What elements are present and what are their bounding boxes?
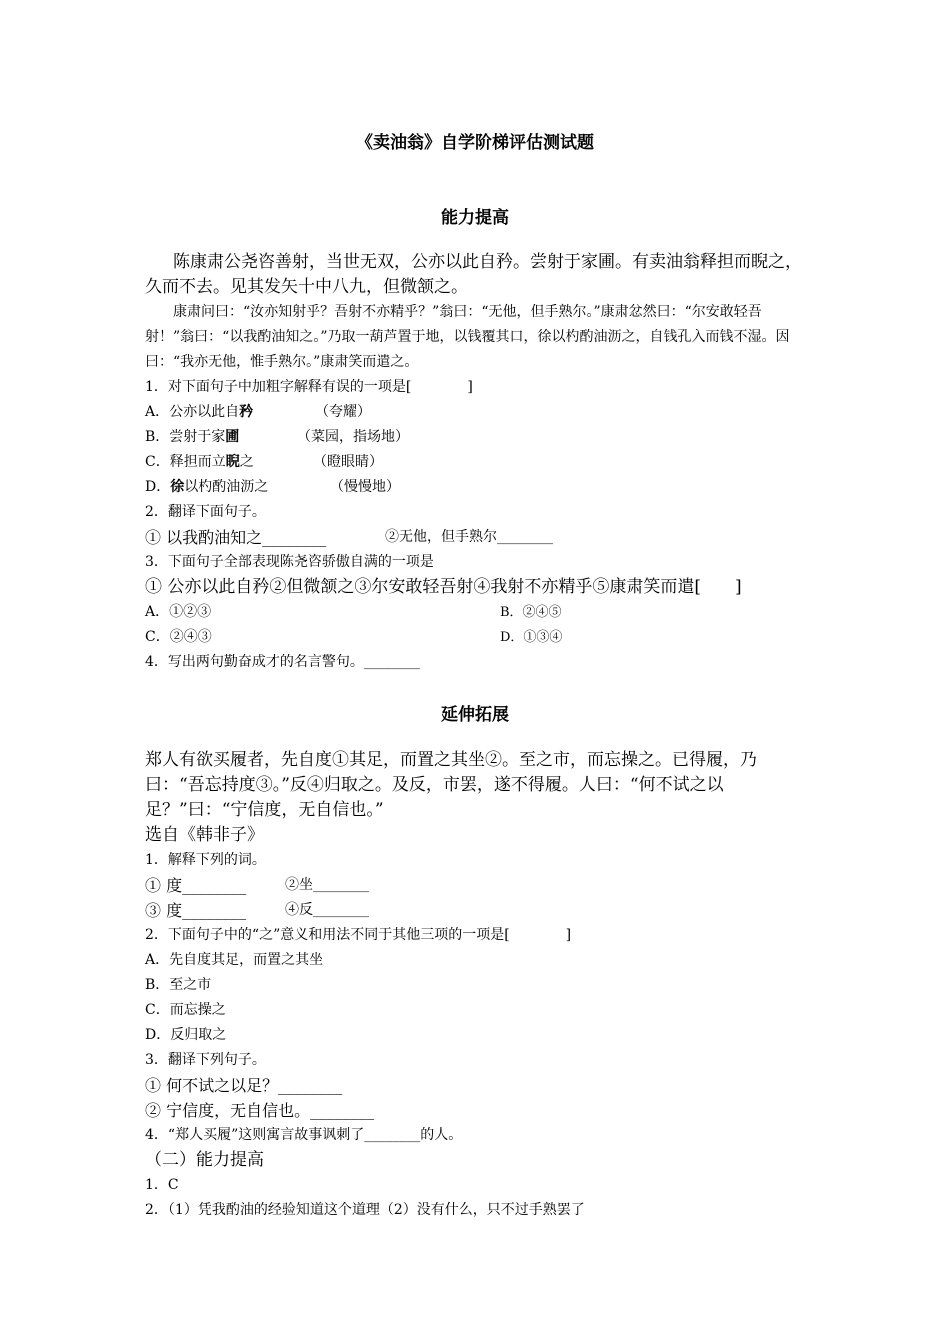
- question-2-items: [145, 525, 810, 550]
- option-c: C．②④③: [145, 629, 212, 645]
- option-note: （菜园，指场地）: [297, 429, 409, 445]
- option-note: （夸耀）: [315, 404, 371, 420]
- answer-1: 1．C: [145, 1177, 179, 1193]
- option-d: D．①③④: [500, 630, 563, 645]
- ext-option-c: C．而忘操之: [145, 1002, 226, 1018]
- word-item-3: ③ 度________: [145, 901, 247, 920]
- question-3: 3．下面句子全部表现陈尧咨骄傲自满的一项是: [145, 554, 434, 570]
- page-title: 《卖油翁》自学阶梯评估测试题: [356, 133, 594, 153]
- option-c: [145, 450, 810, 475]
- passage-paragraph-1: 陈康肃公尧咨善射，当世无双，公亦以此自矜。尝射于家圃。有卖油翁释担而睨之，久而不去。见其发矢十中八九，但微颔之。: [145, 252, 802, 297]
- option-text: B．尝射于家: [145, 429, 226, 445]
- bold-word: 睨: [225, 454, 240, 470]
- question-2: 2．翻译下面句子。: [145, 504, 266, 520]
- word-item-2: ②坐________: [285, 877, 369, 893]
- ext-option-a: A．先自度其足，而置之其坐: [145, 952, 324, 968]
- ext-question-1-row-1: [145, 873, 810, 898]
- section-heading-ability: 能力提高: [441, 208, 509, 228]
- option-note: （瞪眼睛）: [313, 454, 383, 470]
- bold-word: 圃: [225, 429, 240, 445]
- ext-option-d: D．反归取之: [145, 1027, 227, 1043]
- question-4: 4．写出两句勤奋成才的名言警句。________: [145, 654, 420, 670]
- ext-question-1: 1．解释下列的词。: [145, 852, 266, 868]
- word-item-1: ① 度________: [145, 876, 247, 895]
- question-3-sentences: ① 公亦以此自矜②但微颔之③尔安敢轻吾射④我射不亦精乎⑤康肃笑而遣[ ]: [145, 577, 742, 597]
- ext-option-b: B．至之市: [145, 977, 212, 993]
- ext-question-3-item-2: ② 宁信度，无自信也。________: [145, 1101, 375, 1120]
- ext-question-1-row-2: [145, 898, 810, 923]
- option-d: [145, 475, 810, 500]
- option-b: B．②④⑤: [500, 605, 562, 620]
- bold-word: 矜: [239, 404, 254, 420]
- story-source: 选自《韩非子》: [145, 825, 264, 845]
- option-text: A．公亦以此自: [145, 404, 240, 420]
- option-a: [145, 400, 810, 425]
- option-note: （慢慢地）: [330, 479, 400, 495]
- answers-heading: （二）能力提高: [145, 1150, 264, 1170]
- option-b: [145, 425, 810, 450]
- question-1: 1．对下面句子中加粗字解释有误的一项是[ ]: [145, 379, 473, 395]
- ext-question-2: 2．下面句子中的“之”意义和用法不同于其他三项的一项是[ ]: [145, 927, 572, 943]
- question-3-options-row-1: [145, 600, 810, 625]
- option-text: C．释担而立: [145, 454, 226, 470]
- question-2-item-2: ②无他，但手熟尔________: [385, 529, 553, 545]
- option-text-post: 之: [239, 454, 254, 470]
- answer-2: 2．（1）凭我酌油的经验知道这个道理（2）没有什么，只不过手熟罢了: [145, 1202, 585, 1218]
- bold-word: 徐: [170, 479, 185, 495]
- ext-question-3-item-1: ① 何不试之以足？________: [145, 1076, 343, 1095]
- section-heading-extension: 延伸拓展: [441, 705, 509, 725]
- ext-question-3: 3．翻译下列句子。: [145, 1052, 266, 1068]
- passage-paragraph-2: 康肃问曰：“汝亦知射乎？吾射不亦精乎？”翁曰：“无他，但手熟尔。”康肃忿然曰：“尔安敢轻吾射！”翁曰：“以我酌油知之。”乃取一葫芦置于地，以钱覆其口，徐以杓酌油沥之，自钱孔入而钱不湿。因曰：“我亦无他，惟手熟尔。”康肃笑而遣之。: [145, 304, 790, 370]
- question-3-options-row-2: [145, 625, 810, 650]
- question-2-item-1: ① 以我酌油知之________: [145, 528, 327, 547]
- option-text: D．: [145, 479, 171, 495]
- word-item-4: ④反________: [285, 902, 369, 918]
- option-text-post: 以杓酌油沥之: [184, 479, 269, 495]
- ext-question-4: 4．“郑人买履”这则寓言故事讽刺了________的人。: [145, 1127, 463, 1143]
- option-a: A．①②③: [145, 604, 212, 620]
- story-paragraph: 郑人有欲买履者，先自度①其足，而置之其坐②。至之市，而忘操之。已得履，乃曰：“吾忘持度③。”反④归取之。及反，市罢，遂不得履。人曰：“何不试之以足？”曰：“宁信度，无自信也。”: [145, 750, 757, 820]
